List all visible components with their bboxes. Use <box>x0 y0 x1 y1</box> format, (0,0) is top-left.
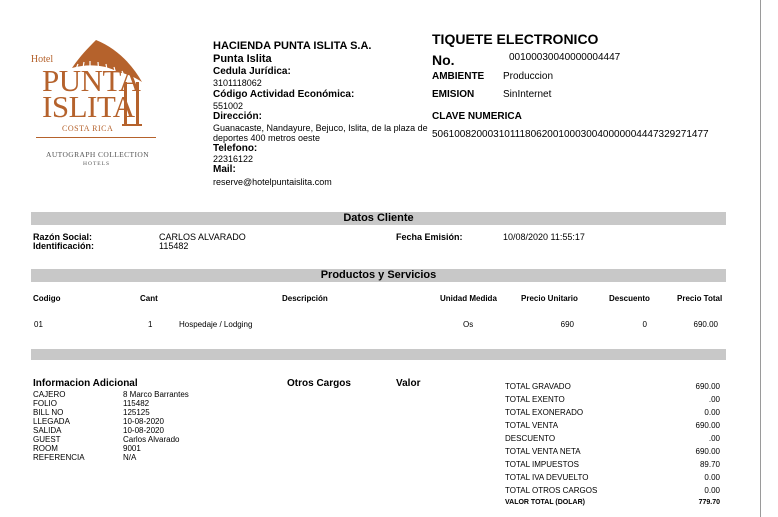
adicional-value: 10-08-2020 <box>123 426 164 435</box>
adicional-label: FOLIO <box>33 399 58 408</box>
direccion-line2: deportes 400 metros oeste <box>213 133 321 143</box>
total-value: 690.00 <box>695 382 720 391</box>
total-value: 89.70 <box>699 460 720 469</box>
row-codigo: 01 <box>34 320 43 329</box>
datos-cliente-bar <box>31 212 726 225</box>
total-value: 0.00 <box>704 486 720 495</box>
total-label: TOTAL GRAVADO <box>505 382 571 391</box>
row-unidad: Os <box>463 320 474 329</box>
col-header-codigo: Codigo <box>33 294 61 303</box>
logo-divider <box>36 137 156 138</box>
total-label: TOTAL VENTA NETA <box>505 447 581 456</box>
adicional-value: Carlos Alvarado <box>123 435 180 444</box>
total-value: .00 <box>708 395 720 404</box>
logo-hotels-text: HOTELS <box>83 161 111 167</box>
adicional-label: GUEST <box>33 435 61 444</box>
clave-value: 50610082000310111806200100030040000004447329271477 <box>432 129 709 140</box>
productos-title: Productos y Servicios <box>320 269 437 281</box>
fecha-emision-label: Fecha Emisión: <box>396 232 463 242</box>
productos-bar <box>31 269 726 282</box>
adicional-value: 9001 <box>123 444 141 453</box>
total-label: TOTAL OTROS CARGOS <box>505 486 598 495</box>
actividad-value: 551002 <box>213 101 244 111</box>
total-value: 0.00 <box>704 473 720 482</box>
total-label: TOTAL IMPUESTOS <box>505 460 579 469</box>
cedula-label: Cedula Jurídica: <box>213 66 291 77</box>
total-label: TOTAL EXENTO <box>505 395 565 404</box>
row-descripcion: Hospedaje / Lodging <box>179 320 253 329</box>
emision-value: SinInternet <box>503 89 552 100</box>
mail-label: Mail: <box>213 164 236 175</box>
adicional-label: CAJERO <box>33 390 66 399</box>
logo-punta-text: PUNTA <box>42 63 141 98</box>
row-cant: 1 <box>148 320 153 329</box>
razon-social-value: CARLOS ALVARADO <box>159 232 246 242</box>
datos-cliente-title: Datos Cliente <box>343 212 414 224</box>
row-total: 690.00 <box>693 320 718 329</box>
ticket-title: TIQUETE ELECTRONICO <box>432 31 599 47</box>
hotel-logo <box>28 34 168 174</box>
telefono-value: 22316122 <box>213 154 254 164</box>
adicional-label: SALIDA <box>33 426 62 435</box>
row-descuento: 0 <box>642 320 647 329</box>
total-label: DESCUENTO <box>505 434 556 443</box>
page-edge-line <box>760 0 761 517</box>
adicional-value: N/A <box>123 453 137 462</box>
col-header-descuento: Descuento <box>609 294 650 303</box>
adicional-label: ROOM <box>33 444 58 453</box>
telefono-label: Telefono: <box>213 143 258 154</box>
logo-costa-rica-text: COSTA RICA <box>62 124 114 133</box>
col-header-total: Precio Total <box>677 294 723 303</box>
actividad-label: Código Actividad Económica: <box>213 89 355 100</box>
col-header-descripcion: Descripción <box>282 294 328 303</box>
adicional-value: 8 Marco Barrantes <box>123 390 189 399</box>
col-header-precio: Precio Unitario <box>521 294 578 303</box>
identificacion-label: Identificación: <box>33 241 95 251</box>
company-trade-name: Punta Islita <box>213 53 272 65</box>
mail-value: reserve@hotelpuntaislita.com <box>213 177 332 187</box>
adicional-label: BILL NO <box>33 408 64 417</box>
adicional-title: Informacion Adicional <box>33 378 138 389</box>
total-label: TOTAL EXONERADO <box>505 408 584 417</box>
valor-label: Valor <box>396 378 421 389</box>
ambiente-value: Produccion <box>503 71 554 82</box>
adicional-value: 125125 <box>123 408 150 417</box>
total-label: TOTAL VENTA <box>505 421 559 430</box>
direccion-label: Dirección: <box>213 111 262 122</box>
total-value: 690.00 <box>695 447 720 456</box>
identificacion-value: 115482 <box>159 241 189 251</box>
total-value: 690.00 <box>695 421 720 430</box>
total-label: TOTAL IVA DEVUELTO <box>505 473 589 482</box>
row-precio: 690 <box>560 320 574 329</box>
separator-bar <box>31 349 726 360</box>
logo-collection-text: AUTOGRAPH COLLECTION <box>46 150 150 159</box>
adicional-label: LLEGADA <box>33 417 70 426</box>
fecha-emision-value: 10/08/2020 11:55:17 <box>503 232 585 242</box>
total-value: 0.00 <box>704 408 720 417</box>
logo-islita-text: ISLITA <box>42 89 135 124</box>
col-header-cant: Cant <box>140 294 158 303</box>
total-value: .00 <box>708 434 720 443</box>
adicional-label: REFERENCIA <box>33 453 85 462</box>
razon-social-label: Razón Social: <box>33 232 93 242</box>
company-name: HACIENDA PUNTA ISLITA S.A. <box>213 40 372 52</box>
cedula-value: 3101118062 <box>213 78 262 88</box>
grand-total-value: 779.70 <box>698 499 720 506</box>
logo-hotel-text: Hotel <box>30 54 54 65</box>
direccion-line1: Guanacaste, Nandayure, Bejuco, Islita, de la plaza de <box>213 123 428 133</box>
adicional-value: 10-08-2020 <box>123 417 164 426</box>
emision-label: EMISION <box>432 89 475 100</box>
adicional-value: 115482 <box>123 399 150 408</box>
ticket-no-label: No. <box>432 52 455 68</box>
clave-label: CLAVE NUMERICA <box>432 111 522 122</box>
grand-total-label: VALOR TOTAL (DOLAR) <box>505 499 585 506</box>
col-header-unidad: Unidad Medida <box>440 294 497 303</box>
otros-cargos-label: Otros Cargos <box>287 378 351 389</box>
ticket-no-value: 00100030040000004447 <box>509 52 621 63</box>
ambiente-label: AMBIENTE <box>432 71 485 82</box>
